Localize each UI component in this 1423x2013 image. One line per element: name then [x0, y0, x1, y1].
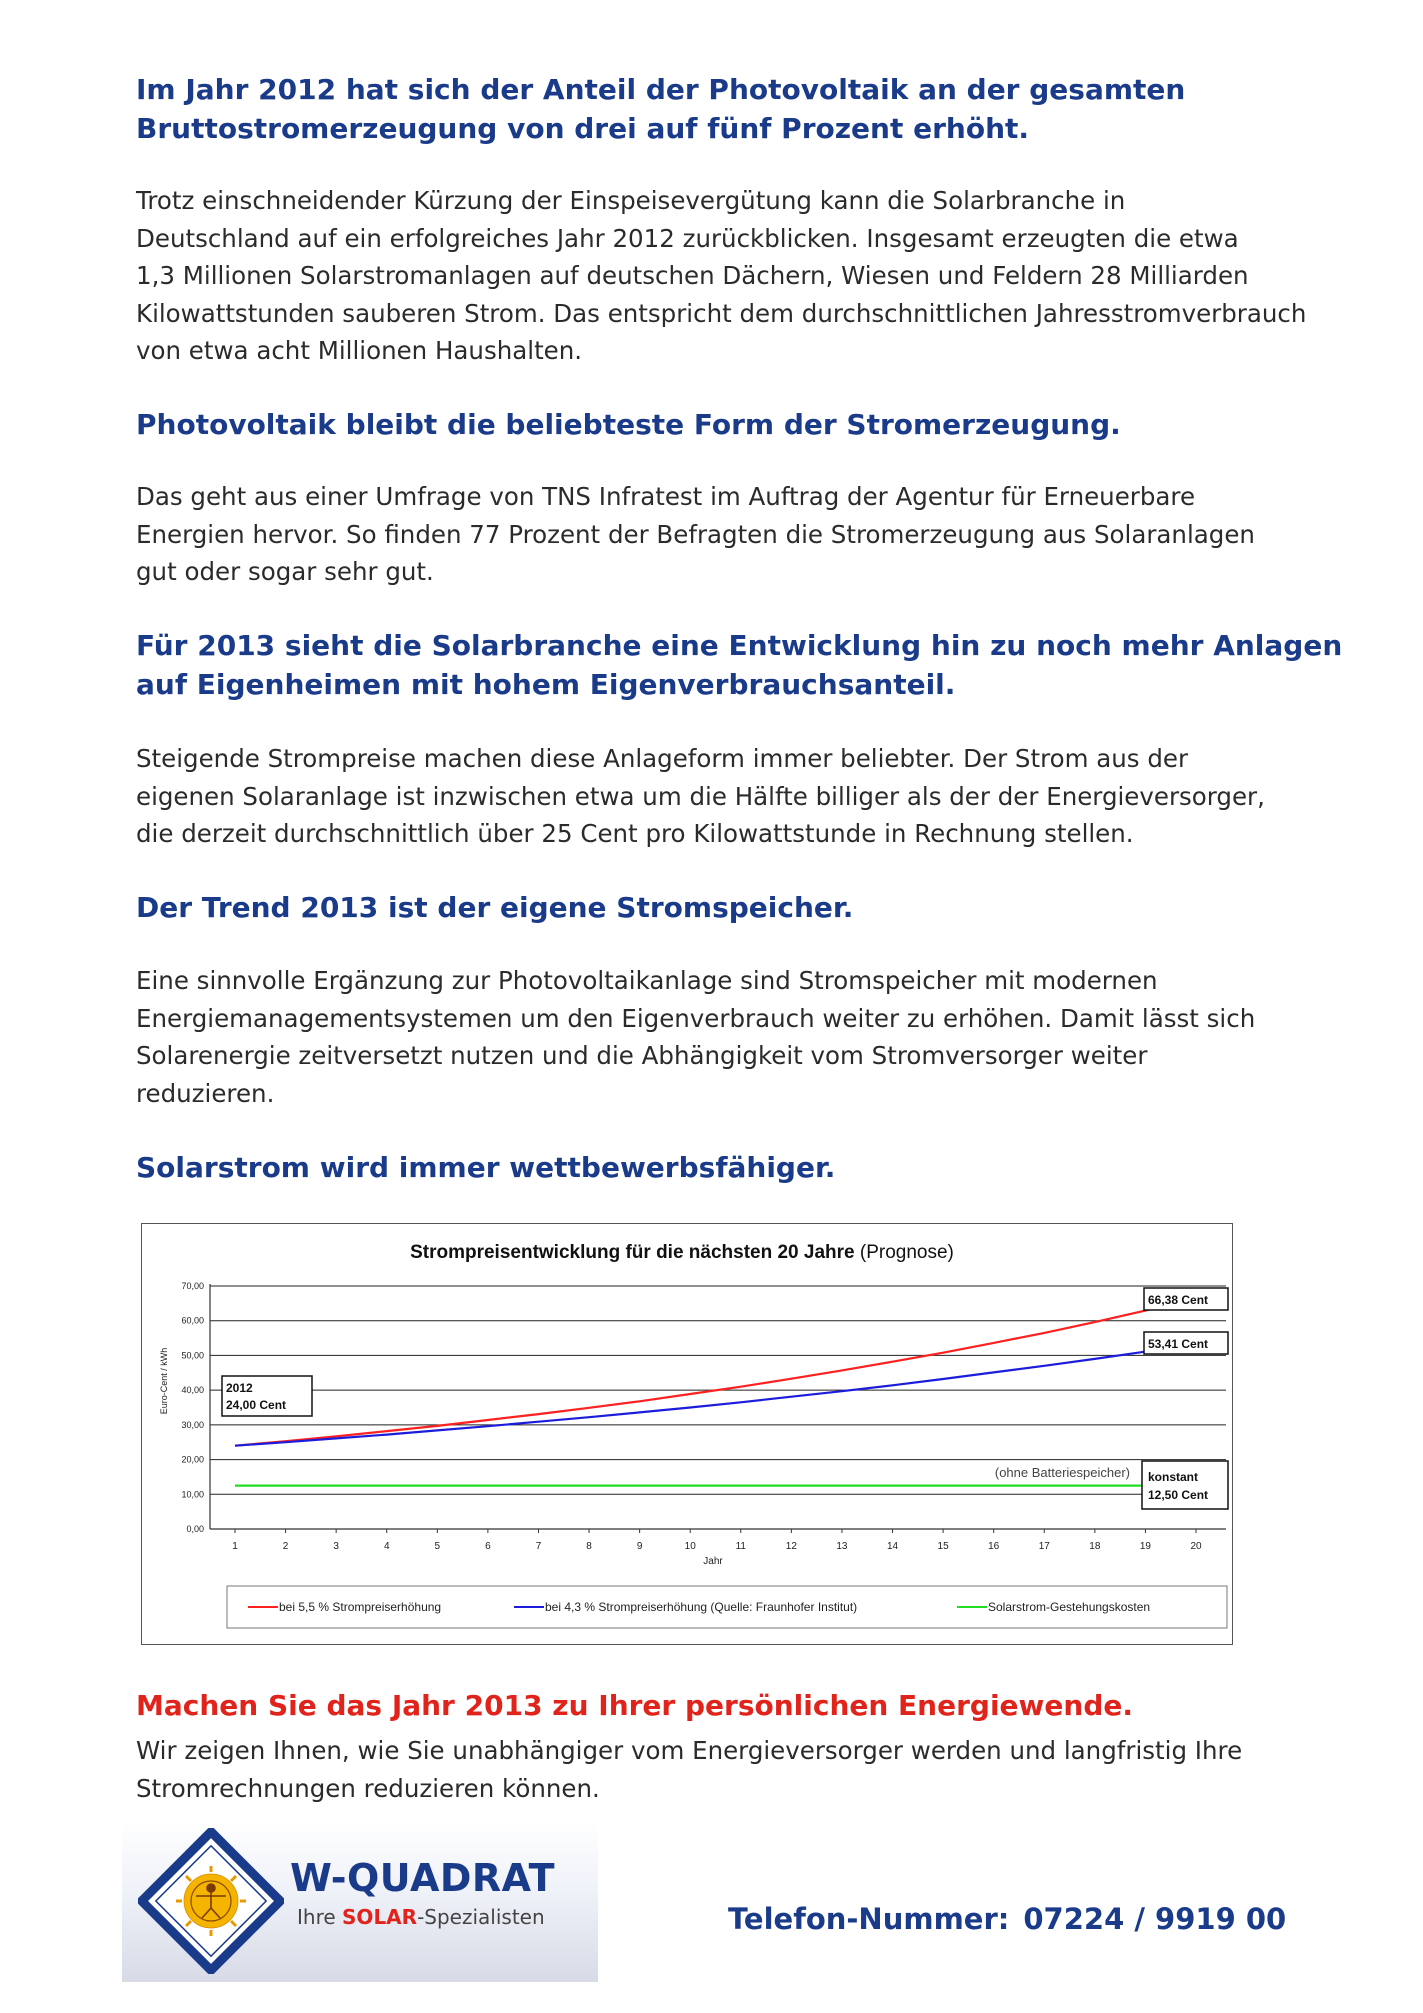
- start-annotation: [222, 1376, 312, 1416]
- chart-title: Strompreisentwicklung für die nächsten 20 Jahre (Prognose): [410, 1242, 954, 1263]
- x-tick-label: 4: [383, 1541, 390, 1552]
- legend-label-blue: bei 4,3 % Strompreiserhöhung (Quelle: Fraunhofer Institut): [545, 1600, 858, 1614]
- cta-headline: Machen Sie das Jahr 2013 zu Ihrer persönlichen Energiewende.: [136, 1689, 1134, 1722]
- y-tick-label: 30,00: [181, 1419, 204, 1430]
- x-tick-label: 18: [1089, 1541, 1101, 1552]
- x-tick-label: 7: [535, 1541, 542, 1552]
- y-tick-label: 70,00: [181, 1281, 204, 1291]
- plot-area: [181, 1281, 1226, 1552]
- green-note: (ohne Batteriespeicher): [994, 1465, 1130, 1480]
- x-tick-label: 10: [684, 1541, 696, 1552]
- cta-body: Wir zeigen Ihnen, wie Sie unabhängiger vom Energieversorger werden und langfristig Ihre Stromrechnungen reduzieren können.: [136, 1736, 1243, 1803]
- logo-emblem-icon: [138, 1828, 284, 1974]
- x-tick-label: 13: [836, 1541, 848, 1552]
- x-tick-label: 19: [1139, 1541, 1151, 1552]
- legend-label-red: bei 5,5 % Strompreiserhöhung: [279, 1600, 442, 1614]
- chart-svg: [142, 1224, 1232, 1644]
- x-tick-label: 16: [988, 1541, 1000, 1552]
- x-tick-label: 11: [735, 1541, 746, 1552]
- x-tick-label: 17: [1038, 1541, 1050, 1552]
- x-axis-label: Jahr: [703, 1556, 723, 1567]
- x-tick-label: 3: [333, 1541, 339, 1552]
- section-4-body: Eine sinnvolle Ergänzung zur Photovoltaikanlage sind Stromspeicher mit modernen Energiemanagementsystemen um den Eigenverbrauch weiter zu erhöhen. Damit lässt sich Solarenergie zeitversetzt nutzen und die Abhängigkeit vom Stromversorger weiter reduzieren.: [136, 966, 1256, 1108]
- y-tick-label: 20,00: [181, 1454, 204, 1465]
- x-tick-label: 1: [232, 1541, 238, 1552]
- phone-contact: [728, 1902, 1286, 1936]
- start-value: 24,00 Cent: [226, 1398, 287, 1412]
- y-tick-label: 0,00: [186, 1524, 204, 1534]
- end-blue-annotation: [1144, 1332, 1228, 1354]
- section-4-heading: Der Trend 2013 ist der eigene Stromspeicher.: [136, 891, 854, 924]
- x-tick-label: 9: [636, 1541, 643, 1552]
- y-tick-label: 10,00: [181, 1489, 204, 1500]
- section-3-heading: Für 2013 sieht die Solarbranche eine Entwicklung hin zu noch mehr Anlagen auf Eigenheimen mit hohem Eigenverbrauchsanteil.: [136, 629, 1343, 701]
- constant-annotation: [1142, 1461, 1228, 1509]
- y-tick-label: 40,00: [181, 1385, 204, 1396]
- section-2-heading: Photovoltaik bleibt die beliebteste Form der Stromerzeugung.: [136, 408, 1121, 441]
- series-line-1: [235, 1344, 1196, 1446]
- chart-legend: [227, 1586, 1227, 1628]
- section-2-body: Das geht aus einer Umfrage von TNS Infratest im Auftrag der Agentur für Erneuerbare Energien hervor. So finden 77 Prozent der Befragten die Stromerzeugung aus Solaranlagen gut oder sogar sehr gut.: [136, 482, 1255, 586]
- x-tick-label: 14: [886, 1541, 899, 1552]
- end-blue-value: 53,41 Cent: [1148, 1337, 1209, 1351]
- section-1-body: Trotz einschneidender Kürzung der Einspeisevergütung kann die Solarbranche in Deutschland auf ein erfolgreiches Jahr 2012 zurückblicken. Insgesamt erzeugten die etwa 1,3 Millionen Solarstromanlagen auf deutschen Dächern, Wiesen und Feldern 28 Milliarden Kilowattstunden sauberen Strom. Das entspricht dem durchschnittlichen Jahresstromverbrauch von etwa acht Millionen Haushalten.: [136, 186, 1307, 365]
- x-tick-label: 20: [1190, 1541, 1202, 1552]
- logo-title: W-QUADRAT: [290, 1856, 556, 1900]
- phone-label: Telefon-Nummer:: [728, 1902, 1010, 1936]
- x-tick-label: 12: [785, 1541, 797, 1552]
- section-3-body: Steigende Strompreise machen diese Anlageform immer beliebter. Der Strom aus der eigenen Solaranlage ist inzwischen etwa um die Hälfte billiger als der der Energieversorger, die derzeit durchschnittlich über 25 Cent pro Kilowattstunde in Rechnung stellen.: [136, 744, 1265, 848]
- x-tick-label: 8: [586, 1541, 592, 1552]
- phone-number[interactable]: 07224 / 9919 00: [1023, 1902, 1287, 1936]
- x-tick-label: 2: [282, 1541, 289, 1552]
- end-red-annotation: [1144, 1288, 1228, 1310]
- end-red-value: 66,38 Cent: [1148, 1293, 1209, 1307]
- legend-label-green: Solarstrom-Gestehungskosten: [988, 1600, 1151, 1614]
- x-tick-label: 15: [937, 1541, 949, 1552]
- constant-label: konstant: [1148, 1470, 1199, 1484]
- x-tick-label: 6: [485, 1541, 491, 1552]
- y-tick-label: 50,00: [181, 1350, 204, 1361]
- y-tick-label: 60,00: [181, 1315, 204, 1326]
- logo-tagline: Ihre SOLAR-Spezialisten: [297, 1905, 545, 1929]
- section-1-heading: Im Jahr 2012 hat sich der Anteil der Photovoltaik an der gesamten Bruttostromerzeugung von drei auf fünf Prozent erhöht.: [136, 73, 1186, 145]
- start-year: 2012: [226, 1381, 253, 1395]
- price-forecast-chart: [141, 1223, 1233, 1645]
- x-tick-label: 5: [434, 1541, 441, 1552]
- y-axis-label: Euro-Cent / kWh: [159, 1347, 169, 1415]
- section-5-heading: Solarstrom wird immer wettbewerbsfähiger.: [136, 1151, 836, 1184]
- constant-value: 12,50 Cent: [1148, 1488, 1209, 1502]
